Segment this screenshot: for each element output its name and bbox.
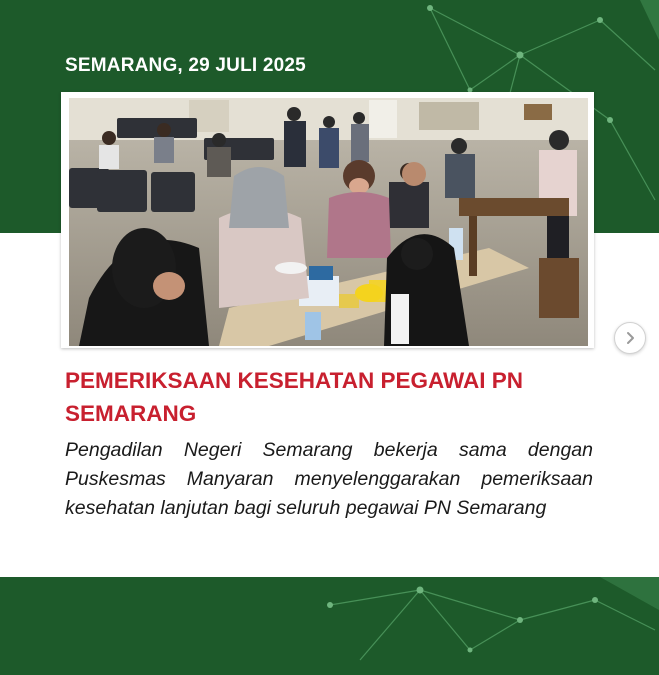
event-photo (69, 98, 588, 346)
post-body-text: Pengadilan Negeri Semarang bekerja sama dengan Puskesmas Manyaran menyelenggarakan pemeriksaan kesehatan lanjutan bagi seluruh pegawai PN Semarang (65, 439, 593, 519)
chevron-right-icon (623, 331, 637, 345)
date-location-label: SEMARANG, 29 JULI 2025 (65, 55, 306, 76)
post-headline: PEMERIKSAAN KESEHATAN PEGAWAI PN SEMARANG (65, 368, 523, 426)
carousel-next-button[interactable] (614, 322, 646, 354)
